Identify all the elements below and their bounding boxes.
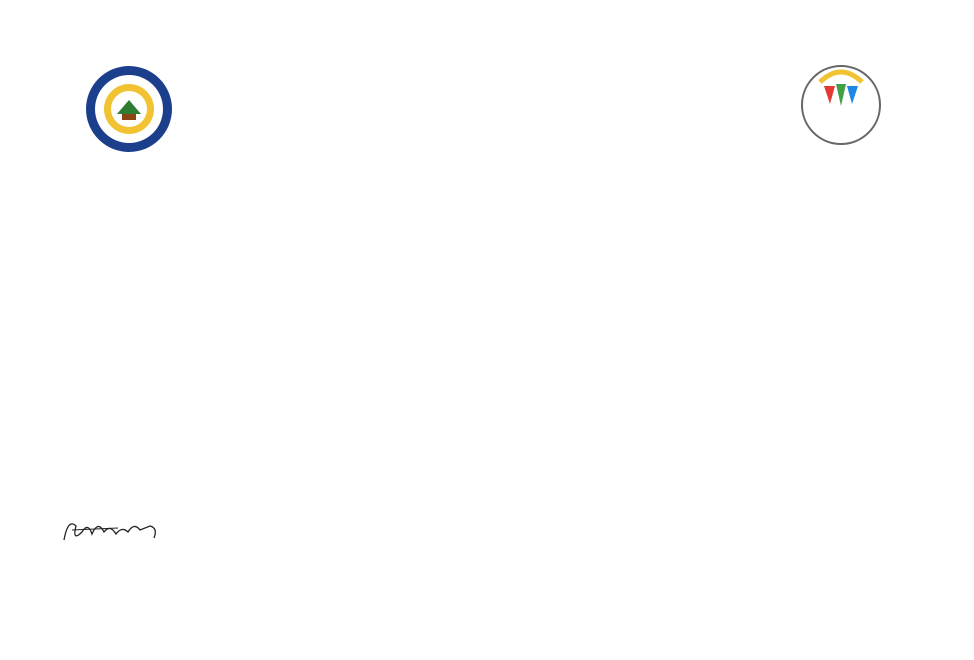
right-flower-border [920,52,974,604]
left-flower-border [0,52,52,604]
flower-border-icon [0,0,974,52]
signature-icon [58,512,178,550]
school-emblem-icon [84,64,174,154]
bottom-flower-border [0,604,974,660]
flower-border-icon [920,52,974,604]
top-flower-border [0,0,974,52]
flower-border-icon [0,52,52,604]
flower-border-icon [0,604,974,660]
fest-emblem-icon [800,64,882,146]
